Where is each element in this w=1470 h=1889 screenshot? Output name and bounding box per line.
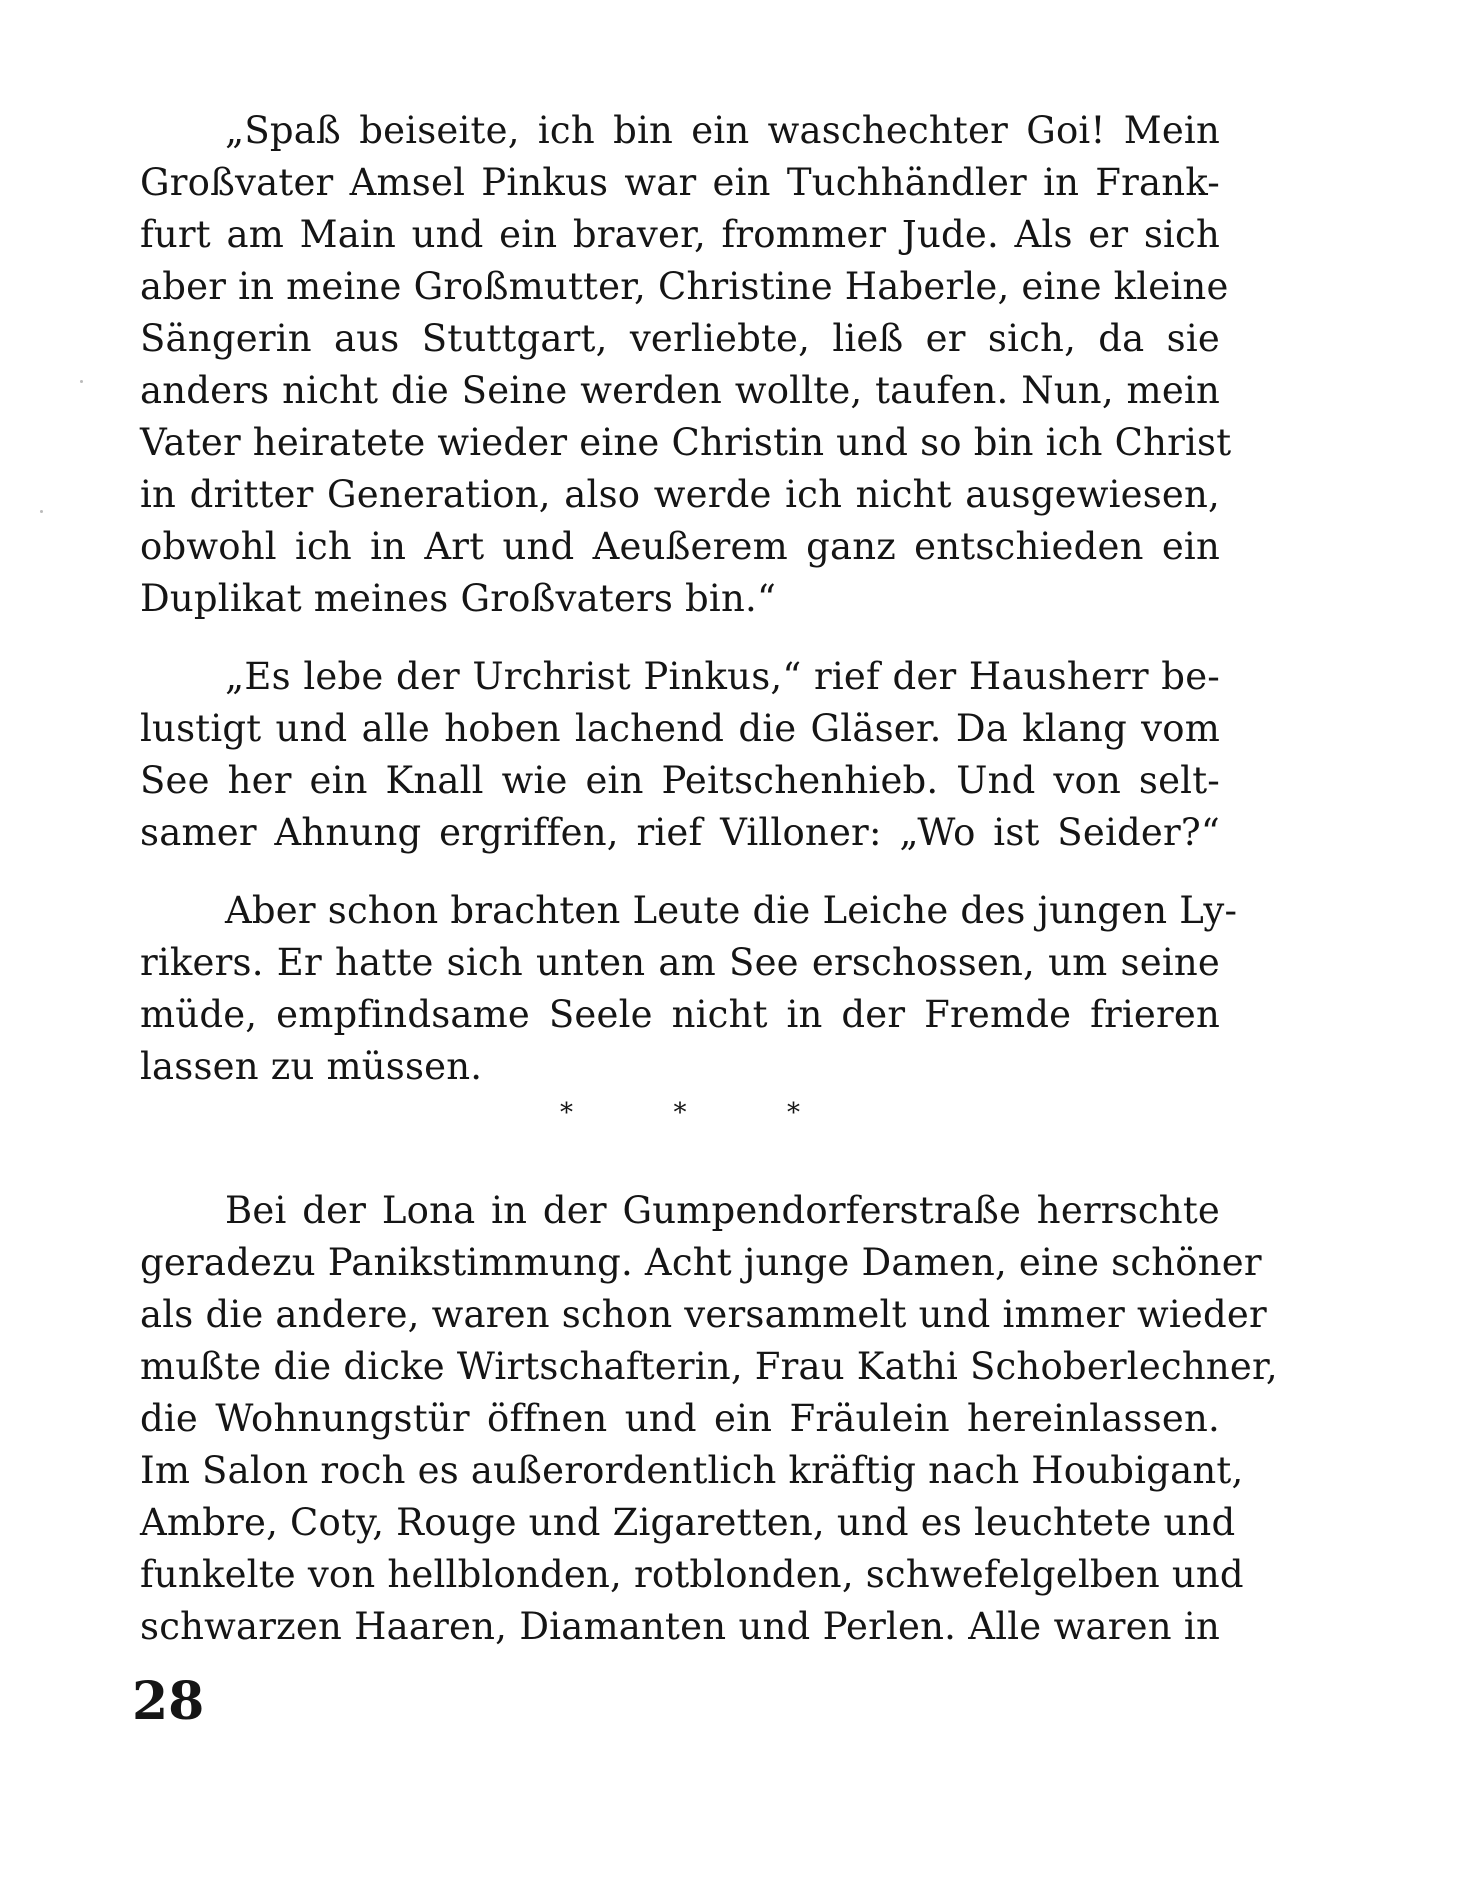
scan-speck [80,380,83,383]
text-line: „Es lebe der Urchrist Pinkus,“ rief der Hausherr be- [225,655,1220,698]
text-line: die Wohnungstür öffnen und ein Fräulein hereinlassen. [140,1397,1220,1440]
text-line: Aber schon brachten Leute die Leiche des jungen Ly- [225,889,1238,932]
text-line: See her ein Knall wie ein Peitschenhieb. Und von selt- [140,759,1220,802]
separator-asterisk: * [673,1098,687,1128]
scan-speck [40,510,43,513]
text-line: „Spaß beiseite, ich bin ein waschechter Goi! Mein [225,109,1220,152]
text-line: Duplikat meines Großvaters bin.“ [140,577,777,620]
text-line: müde, empfindsame Seele nicht in der Fremde frieren [140,993,1220,1036]
text-line: obwohl ich in Art und Aeußerem ganz entschieden ein [140,525,1220,568]
text-line: Sängerin aus Stuttgart, verliebte, ließ er sich, da sie [140,317,1220,360]
text-line: Ambre, Coty, Rouge und Zigaretten, und es leuchtete und [140,1501,1236,1544]
text-line: mußte die dicke Wirtschafterin, Frau Kathi Schoberlechner, [140,1345,1278,1388]
separator-asterisk: * [560,1098,573,1128]
text-line: schwarzen Haaren, Diamanten und Perlen. Alle waren in [140,1605,1220,1648]
text-line: Bei der Lona in der Gumpendorferstraße herrschte [225,1189,1220,1232]
text-line: samer Ahnung ergriffen, rief Villoner: „Wo ist Seider?“ [140,811,1220,854]
text-line: in dritter Generation, also werde ich nicht ausgewiesen, [140,473,1220,516]
text-line: furt am Main und ein braver, frommer Jude. Als er sich [140,213,1220,256]
text-line: aber in meine Großmutter, Christine Haberle, eine kleine [140,265,1229,308]
text-line: rikers. Er hatte sich unten am See erschossen, um seine [140,941,1220,984]
text-line: lassen zu müssen. [140,1045,483,1088]
page-number: 28 [132,1671,205,1732]
text-line: Vater heiratete wieder eine Christin und so bin ich Christ [140,421,1232,464]
text-line: funkelte von hellblonden, rotblonden, schwefelgelben und [140,1553,1244,1596]
text-line: anders nicht die Seine werden wollte, taufen. Nun, mein [140,369,1220,412]
section-separator [560,1098,800,1128]
text-line: Im Salon roch es außerordentlich kräftig nach Houbigant, [140,1449,1244,1492]
separator-asterisk: * [787,1098,800,1128]
text-line: als die andere, waren schon versammelt und immer wieder [140,1293,1267,1336]
text-line: lustigt und alle hoben lachend die Gläser. Da klang vom [140,707,1220,750]
text-line: Großvater Amsel Pinkus war ein Tuchhändler in Frank- [140,161,1220,204]
text-line: geradezu Panikstimmung. Acht junge Damen, eine schöner [140,1241,1262,1284]
